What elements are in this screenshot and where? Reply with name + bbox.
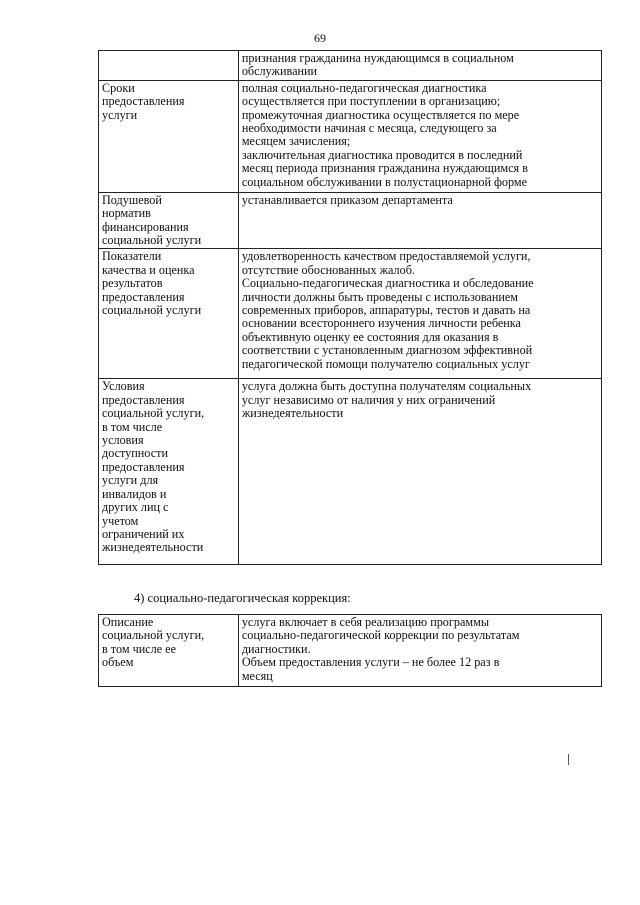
label-line: социальной услуги <box>102 233 202 248</box>
content-line: удовлетворенность качеством предоставляемой услуги, <box>241 249 531 264</box>
row-label-cell <box>99 80 239 192</box>
content-line: услуга включает в себя реализацию программы <box>241 615 490 629</box>
page-number: 69 <box>314 31 326 45</box>
content-line: Социально-педагогическая диагностика и обследование <box>241 276 534 291</box>
row-content-cell <box>238 379 601 565</box>
row-label-cell <box>99 615 239 687</box>
label-line: доступности <box>102 446 168 461</box>
content-line: необходимости начиная с месяца, следующего за <box>241 121 497 136</box>
content-line: основании всестороннего изучения личности ребенка <box>241 316 521 331</box>
content-line: жизнедеятельности <box>241 406 344 421</box>
label-line: предоставления <box>102 392 185 407</box>
row-content-cell <box>238 192 601 249</box>
label-line: объем <box>102 655 134 670</box>
content-line: социальном обслуживании в полустационарной форме <box>241 174 528 189</box>
label-line: ограничений их <box>102 526 185 541</box>
label-line: инвалидов и <box>102 486 167 501</box>
content-line: соответствии с установленным диагнозом эффективной <box>241 343 533 358</box>
content-line: современных приборов, аппаратуры, тестов и давать на <box>241 303 531 318</box>
content-line: объективную оценку ее состояния для оказания в <box>241 329 499 344</box>
content-line: месяц <box>241 668 273 683</box>
label-line: качества и оценка <box>102 262 195 277</box>
table-row <box>99 249 602 379</box>
label-line: в том числе <box>102 419 163 434</box>
label-line: результатов <box>102 276 163 291</box>
row-label-cell <box>99 249 239 379</box>
row-label-cell <box>99 379 239 565</box>
correction-table <box>98 614 602 687</box>
table-row <box>99 51 602 81</box>
label-line: норматив <box>102 206 151 221</box>
row-label-cell <box>99 192 239 249</box>
content-line: педагогической помощи получателю социальных услуг <box>241 356 530 371</box>
margin-mark <box>568 754 569 765</box>
content-line: обслуживании <box>241 64 318 79</box>
row-content-cell <box>238 51 601 81</box>
row-content-cell <box>238 249 601 379</box>
row-label-cell <box>99 51 239 81</box>
label-line: Подушевой <box>102 192 162 207</box>
label-line: условия <box>102 433 144 448</box>
content-line: признания гражданина нуждающимся в социальном <box>241 51 514 65</box>
label-line: Сроки <box>102 80 135 95</box>
content-line: месяцем зачисления; <box>241 134 351 149</box>
row-content-cell <box>238 615 601 687</box>
label-line: Показатели <box>102 249 162 264</box>
content-line: диагностики. <box>241 641 311 656</box>
services-table <box>98 50 602 565</box>
label-line: Описание <box>102 615 154 629</box>
label-line: учетом <box>102 513 139 528</box>
label-line: Условия <box>102 379 145 394</box>
table-row <box>99 80 602 192</box>
label-line: других лиц с <box>102 500 169 515</box>
label-line: предоставления <box>102 94 185 109</box>
content-line: устанавливается приказом департамента <box>241 192 453 207</box>
label-line: социальной услуги <box>102 303 202 318</box>
label-line: предоставления <box>102 459 185 474</box>
table-row <box>99 192 602 249</box>
content-line: Объем предоставления услуги – не более 12 раз в <box>241 655 500 670</box>
content-line: личности должны быть проведены с использованием <box>241 289 518 304</box>
content-line: социально-педагогической коррекции по результатам <box>241 628 520 643</box>
content-line: промежуточная диагностика осуществляется по мере <box>241 107 520 122</box>
content-line: месяц периода признания гражданина нуждающимся в <box>241 161 528 176</box>
label-line: финансирования <box>102 219 189 234</box>
content-line: услуг независимо от наличия у них ограничений <box>241 392 496 407</box>
label-line: услуги <box>102 107 138 122</box>
label-line: социальной услуги, <box>102 628 205 643</box>
label-line: услуги для <box>102 473 159 488</box>
label-line: предоставления <box>102 289 185 304</box>
content-line: заключительная диагностика проводится в последний <box>241 147 523 162</box>
table-row <box>99 379 602 565</box>
label-line: в том числе ее <box>102 641 177 656</box>
content-line: услуга должна быть доступна получателям социальных <box>241 379 532 394</box>
content-line: осуществляется при поступлении в организацию; <box>241 94 501 109</box>
section-heading: 4) социально-педагогическая коррекция: <box>134 591 351 605</box>
content-line: отсутствие обоснованных жалоб. <box>241 262 415 277</box>
content-line: полная социально-педагогическая диагностика <box>241 80 487 95</box>
label-line: социальной услуги, <box>102 406 205 421</box>
label-line: жизнедеятельности <box>102 540 204 555</box>
row-content-cell <box>238 80 601 192</box>
table-row <box>99 615 602 687</box>
